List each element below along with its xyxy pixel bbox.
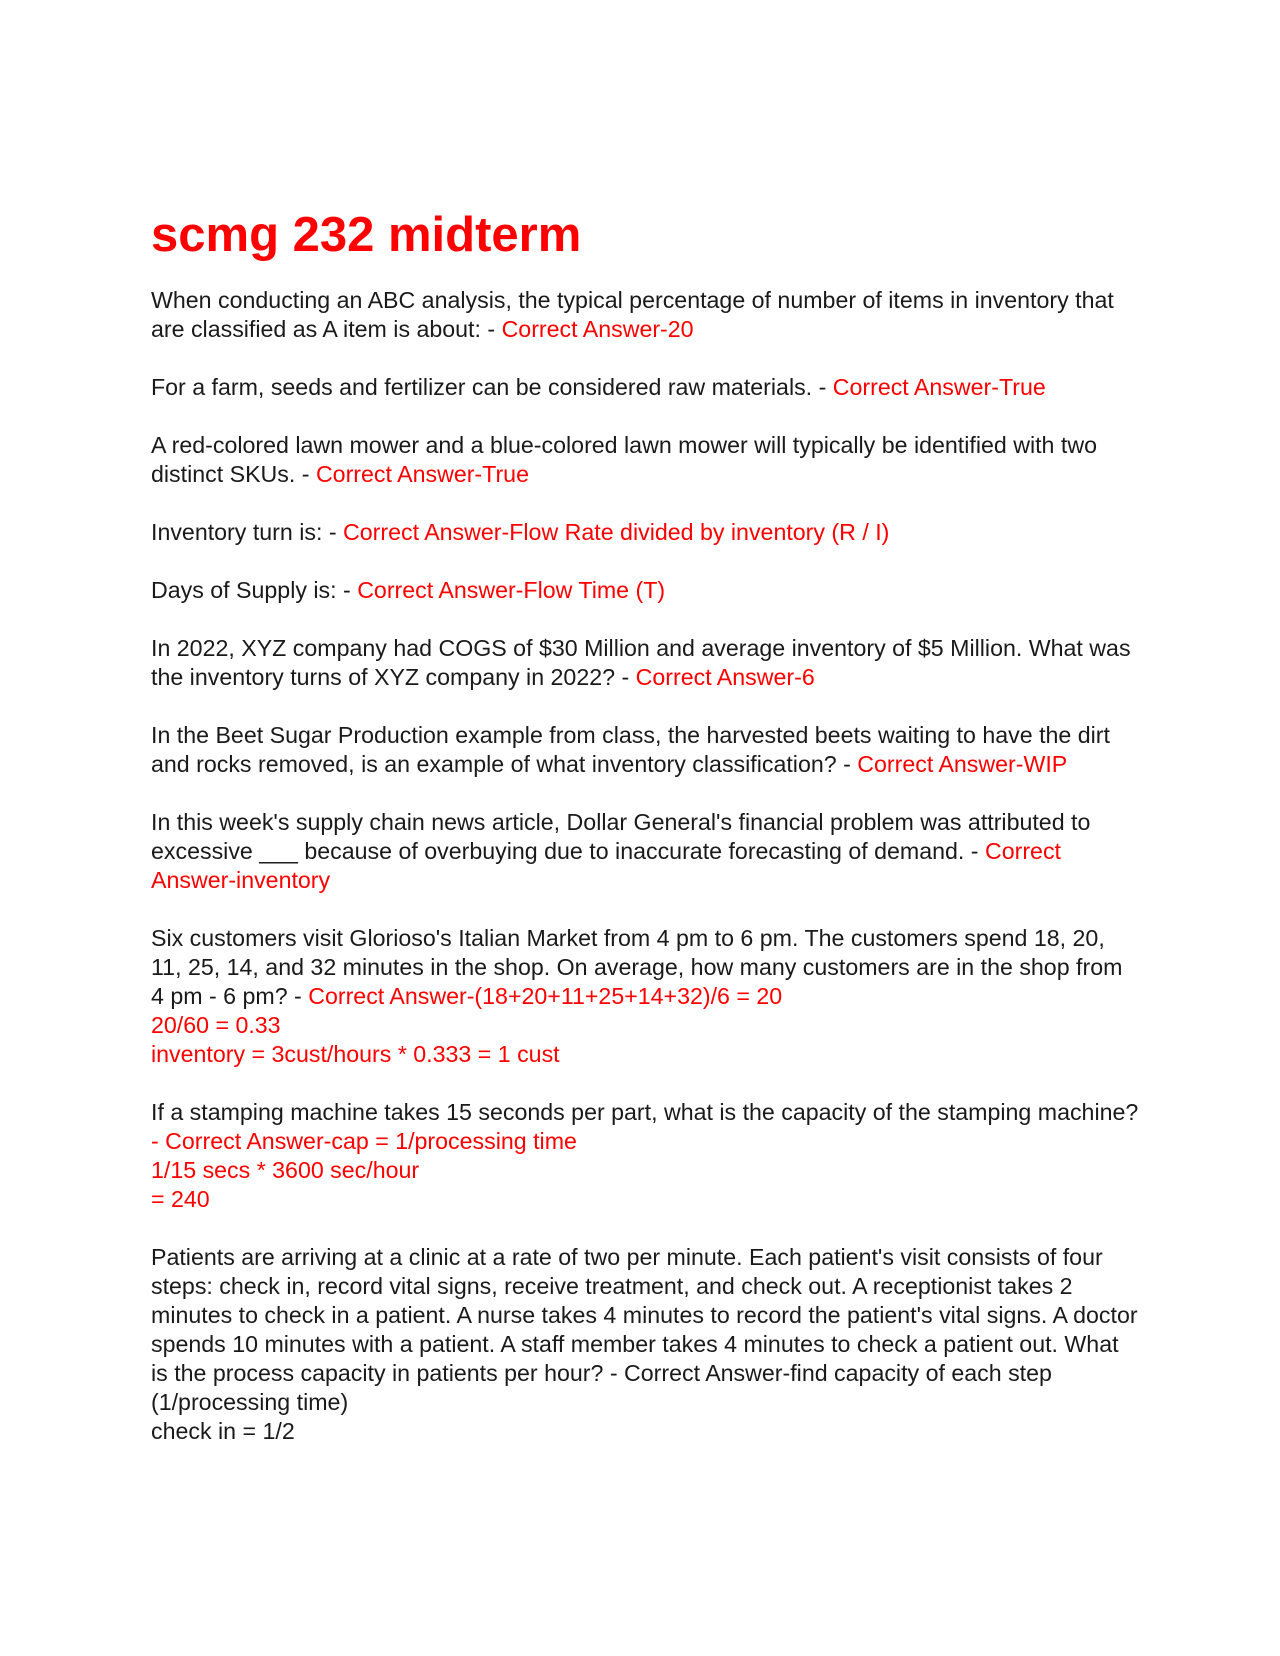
qa-item-3 [151,431,1141,489]
question-text: When conducting an ABC analysis, the typical percentage of number of items in inventory that are classified as A item is about: - [151,287,1114,342]
answer-text: Correct Answer-Flow Rate divided by inventory (R / I) [343,519,890,545]
answer-line: inventory = 3cust/hours * 0.333 = 1 cust [151,1041,560,1067]
answer-text: Correct Answer-6 [635,664,815,690]
question-text: Patients are arriving at a clinic at a rate of two per minute. Each patient's visit consists of four steps: check in, record vital signs, receive treatment, and check out. A receptionist takes 2 minutes to check in a patient. A nurse takes 4 minutes to record the patient's vital signs. A doctor spends 10 minutes with a patient. A staff member takes 4 minutes to check a patient out. What is the process capacity in patients per hour? - [151,1244,1138,1386]
question-text: In this week's supply chain news article, Dollar General's financial problem was attributed to excessive ___ because of overbuying due to inaccurate forecasting of demand. - [151,809,1091,864]
question-text: For a farm, seeds and fertilizer can be considered raw materials. - [151,374,833,400]
qa-item-6 [151,634,1141,692]
qa-item-5 [151,576,1141,605]
qa-item-1 [151,286,1141,344]
answer-line: = 240 [151,1186,210,1212]
question-text: If a stamping machine takes 15 seconds per part, what is the capacity of the stamping machine? [151,1099,1139,1125]
question-text: A red-colored lawn mower and a blue-colored lawn mower will typically be identified with two distinct SKUs. - [151,432,1097,487]
answer-text: Correct Answer-True [832,374,1046,400]
qa-item-11 [151,1243,1141,1446]
question-text: Six customers visit Glorioso's Italian Market from 4 pm to 6 pm. The customers spend 18, 20, 11, 25, 14, and 32 minutes in the shop. On average, how many customers are in the shop from 4 pm - 6 pm? - [151,925,1123,1009]
qa-item-7 [151,721,1141,779]
answer-line: check in = 1/2 [151,1418,295,1444]
answer-text: Correct Answer-Flow Time (T) [357,577,666,603]
answer-text: Correct Answer-(18+20+11+25+14+32)/6 = 20 [308,983,783,1009]
question-text: In 2022, XYZ company had COGS of $30 Million and average inventory of $5 Million. What was the inventory turns of XYZ company in 2022? - [151,635,1131,690]
document-title: scmg 232 midterm [151,208,582,262]
answer-text: Correct Answer-WIP [857,751,1068,777]
answer-text: Correct Answer-True [315,461,529,487]
qa-item-10 [151,1098,1141,1214]
question-text: In the Beet Sugar Production example from class, the harvested beets waiting to have the dirt and rocks removed, is an example of what inventory classification? - [151,722,1110,777]
answer-text: Correct Answer-inventory [151,838,1061,893]
answer-line: 20/60 = 0.33 [151,1012,281,1038]
qa-item-9 [151,924,1141,1069]
question-text: Days of Supply is: - [151,577,358,603]
document-page [151,206,1141,1475]
answer-line: 1/15 secs * 3600 sec/hour [151,1157,420,1183]
qa-item-8 [151,808,1141,895]
answer-text: Correct Answer-find capacity of each step (1/processing time) [151,1360,1052,1415]
answer-text: - Correct Answer-cap = 1/processing time [151,1128,577,1154]
qa-item-2 [151,373,1141,402]
answer-text: Correct Answer-20 [501,316,694,342]
question-text: Inventory turn is: - [151,519,344,545]
qa-item-4 [151,518,1141,547]
